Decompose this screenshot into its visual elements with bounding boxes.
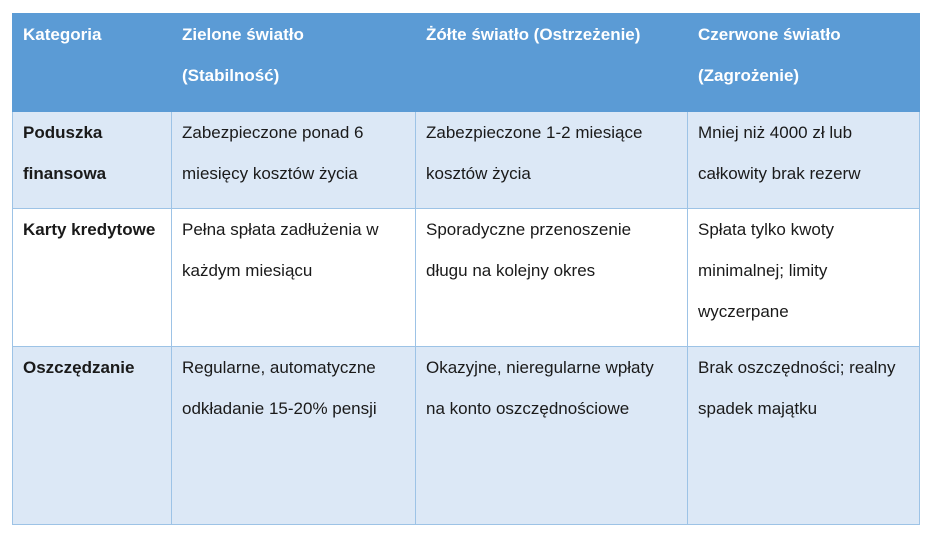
table-row	[13, 347, 920, 525]
table-row	[13, 112, 920, 209]
financial-traffic-light-table	[12, 13, 920, 525]
cell-yellow: Sporadyczne przenoszenie długu na kolejny okres	[416, 209, 688, 347]
cell-yellow: Zabezpieczone 1-2 miesiące kosztów życia	[416, 112, 688, 209]
header-red-light: Czerwone światło (Zagrożenie)	[688, 14, 920, 112]
header-row	[13, 14, 920, 112]
header-category: Kategoria	[13, 14, 172, 112]
row-category: Poduszka finansowa	[13, 112, 172, 209]
header-yellow-light: Żółte światło (Ostrzeżenie)	[416, 14, 688, 112]
row-category: Oszczędzanie	[13, 347, 172, 525]
cell-red: Mniej niż 4000 zł lub całkowity brak rezerw	[688, 112, 920, 209]
financial-traffic-light-table-wrapper	[12, 13, 920, 525]
cell-green: Pełna spłata zadłużenia w każdym miesiącu	[172, 209, 416, 347]
row-category: Karty kredytowe	[13, 209, 172, 347]
cell-red: Spłata tylko kwoty minimalnej; limity wyczerpane	[688, 209, 920, 347]
cell-red: Brak oszczędności; realny spadek majątku	[688, 347, 920, 525]
header-green-light: Zielone światło (Stabilność)	[172, 14, 416, 112]
cell-green: Regularne, automatyczne odkładanie 15-20% pensji	[172, 347, 416, 525]
cell-green: Zabezpieczone ponad 6 miesięcy kosztów życia	[172, 112, 416, 209]
table-row	[13, 209, 920, 347]
cell-yellow: Okazyjne, nieregularne wpłaty na konto oszczędnościowe	[416, 347, 688, 525]
